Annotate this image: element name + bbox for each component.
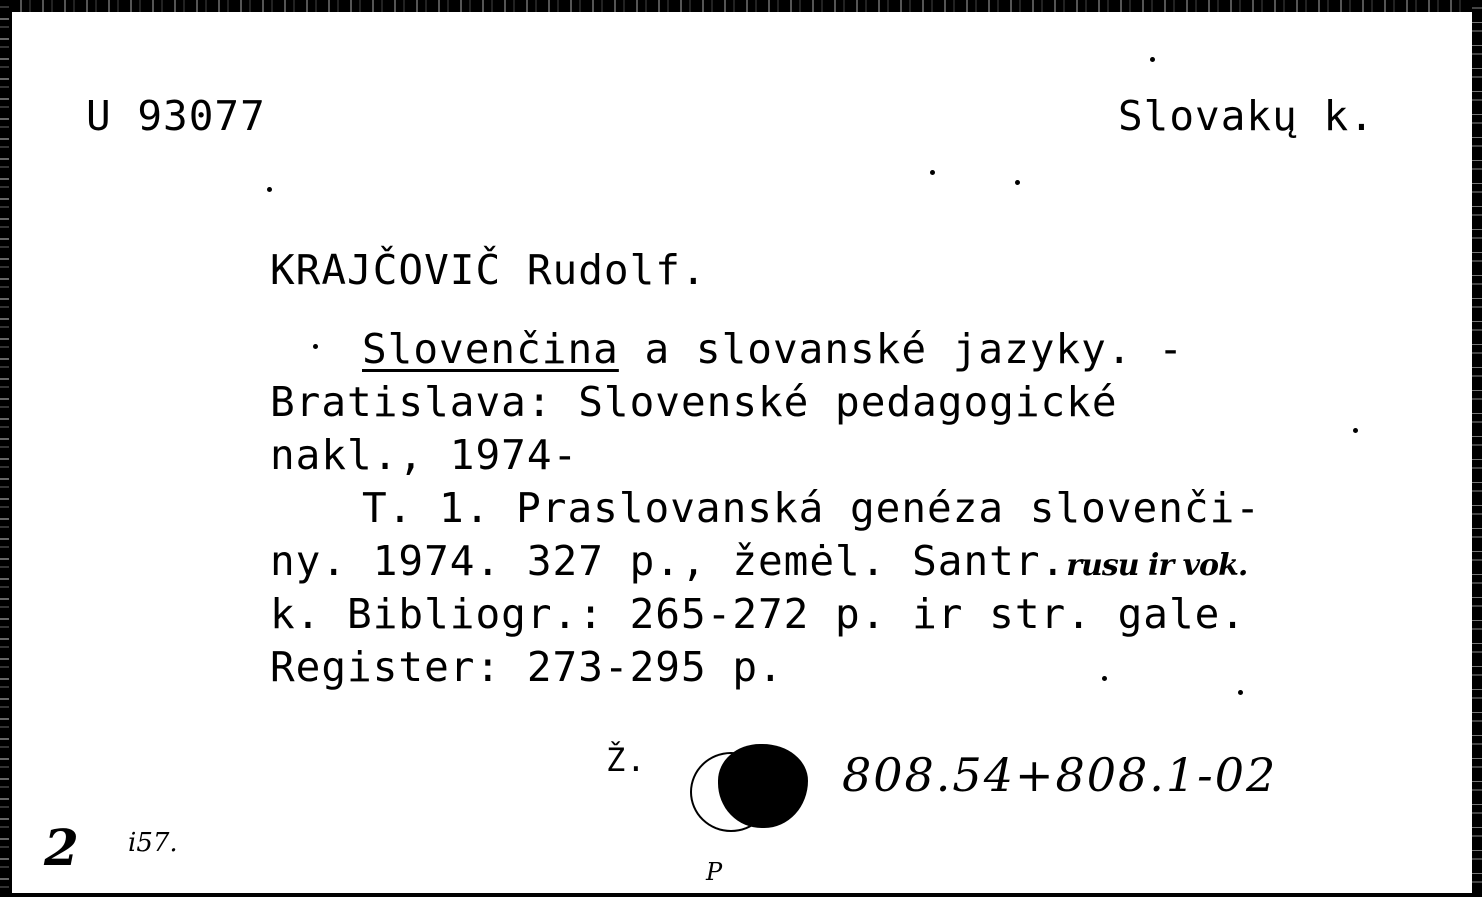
card-border-top (0, 0, 1482, 12)
title-underlined: Slovenčina (362, 325, 619, 373)
publisher-year-line: nakl., 1974- (270, 431, 579, 479)
handwritten-summary-note: rusu ir vok. (1066, 548, 1248, 583)
pages-line (270, 537, 1247, 590)
speck (267, 187, 272, 192)
speck (1102, 676, 1107, 681)
speck (1150, 57, 1155, 62)
location-code: Slovakų k. (1118, 92, 1375, 140)
card-border-right (1472, 0, 1482, 897)
pages-text: ny. 1974. 327 p., žemėl. Santr. (270, 537, 1067, 585)
bibliography-line: k. Bibliogr.: 265-272 p. ir str. gale. (270, 590, 1246, 638)
corner-handwritten-mark: 2 (44, 818, 79, 877)
card-border-bottom (0, 893, 1482, 897)
speck (313, 344, 318, 349)
call-number: U 93077 (86, 92, 266, 140)
speck (930, 170, 935, 175)
publication-line: Bratislava: Slovenské pedagogické (270, 378, 1118, 426)
speck (1015, 180, 1020, 185)
speck (1238, 690, 1243, 695)
card-border-left-inner (9, 12, 12, 897)
classification-handwritten: 808.54+808.1-02 (842, 748, 1278, 802)
ink-blot (718, 744, 808, 828)
speck (1353, 428, 1358, 433)
corner-small-mark: i57. (128, 828, 178, 858)
bottom-mark: P (706, 858, 723, 886)
volume-line: T. 1. Praslovanská genéza slovenči- (362, 484, 1261, 532)
card-border-left (0, 0, 9, 897)
register-line: Register: 273-295 p. (270, 643, 784, 691)
title-rest: a slovanské jazyky. - (618, 325, 1184, 373)
title-line-1 (362, 325, 1184, 373)
author-heading: KRAJČOVIČ Rudolf. (270, 246, 707, 294)
z-note: Ž. (606, 741, 647, 779)
